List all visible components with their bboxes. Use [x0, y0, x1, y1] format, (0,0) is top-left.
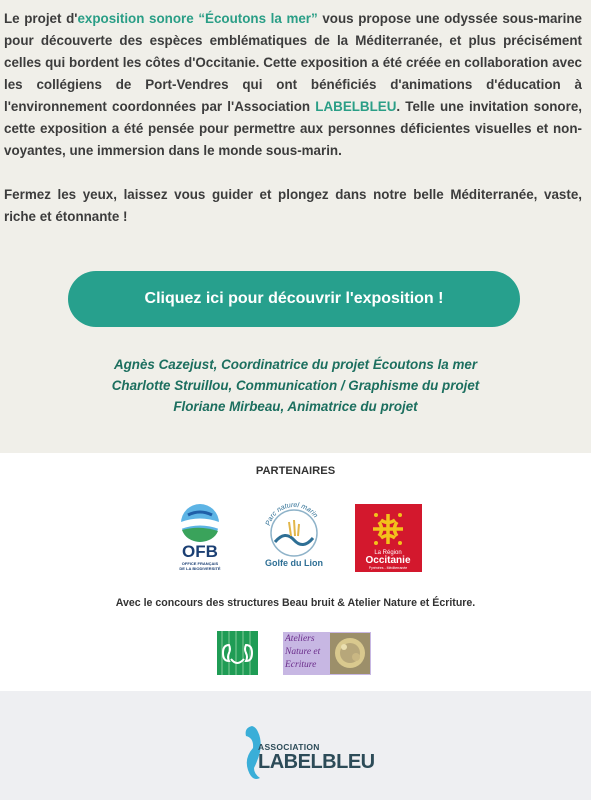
- ofb-abbr: OFB: [182, 542, 218, 561]
- beau-bruit-logo[interactable]: [217, 631, 258, 675]
- lichen-image-icon: [330, 633, 370, 674]
- credits: [0, 354, 591, 417]
- parc-name: Golfe du Lion: [265, 558, 323, 568]
- parc-marin-emblem-icon: [261, 502, 327, 574]
- region-line3: Pyrénées - Méditerranée: [368, 566, 408, 570]
- ane-label: Ateliers Nature et Ecriture: [285, 634, 321, 670]
- ears-icon: [217, 631, 258, 675]
- intro-p1-middle: vous propose une odyssée sous-marine pour découverte des espèces emblématiques de la Méditerranée, et plus précisément celles qui bordent les côtes d'Occitanie. Cette exposition a été créée en collaboration avec les collégiens de Port-Vendres qui ont bénéficiés d'animations d'éducation à l'environnement coordonnées par l'Association: [4, 11, 582, 114]
- ofb-line2: DE LA BIODIVERSITÉ: [179, 566, 221, 571]
- exhibition-highlight: exposition sonore “Écoutons la mer”: [77, 11, 318, 26]
- footer-association-label: ASSOCIATION: [258, 742, 320, 752]
- intro-p1-end: . Telle une invitation sonore, cette exposition a été pensée pour permettre aux personnes déficientes visuelles et non-voyantes, une immersion dans le monde sous-marin.: [4, 99, 582, 158]
- region-line2: Occitanie: [365, 555, 411, 566]
- intro-text: [4, 8, 582, 228]
- credit-line: Floriane Mirbeau, Animatrice du projet: [173, 399, 418, 414]
- intro-paragraph-1: [4, 8, 582, 162]
- concours-text: Avec le concours des structures Beau bruit & Atelier Nature et Écriture.: [115, 597, 476, 609]
- occitan-cross-icon: [355, 504, 422, 572]
- parc-naturel-marin-logo[interactable]: [261, 502, 327, 574]
- parc-arc-text: Parc naturel marin: [264, 502, 319, 527]
- ofb-line1: OFFICE FRANÇAIS: [181, 561, 219, 566]
- region-line1: La Région: [374, 550, 402, 556]
- labelbleu-link[interactable]: LABELBLEU: [315, 99, 397, 114]
- discover-exhibition-button[interactable]: Cliquez ici pour découvrir l'exposition !: [68, 271, 520, 327]
- ofb-emblem-icon: [172, 503, 228, 575]
- intro-p1-start: Le projet d': [4, 11, 78, 26]
- region-occitanie-logo[interactable]: [355, 504, 422, 572]
- ateliers-nature-ecriture-logo[interactable]: [283, 632, 371, 675]
- intro-paragraph-2: Fermez les yeux, laissez vous guider et plongez dans notre belle Méditerranée, vaste, riche et étonnante !: [4, 187, 582, 224]
- ofb-logo[interactable]: [172, 503, 228, 575]
- credit-line: Charlotte Struillou, Communication / Graphisme du projet: [111, 378, 480, 393]
- partners-title: PARTENAIRES: [255, 465, 336, 477]
- credit-line: Agnès Cazejust, Coordinatrice du projet Écoutons la mer: [113, 357, 478, 372]
- footer-labelbleu-logo-text[interactable]: LABELBLEU: [258, 751, 375, 773]
